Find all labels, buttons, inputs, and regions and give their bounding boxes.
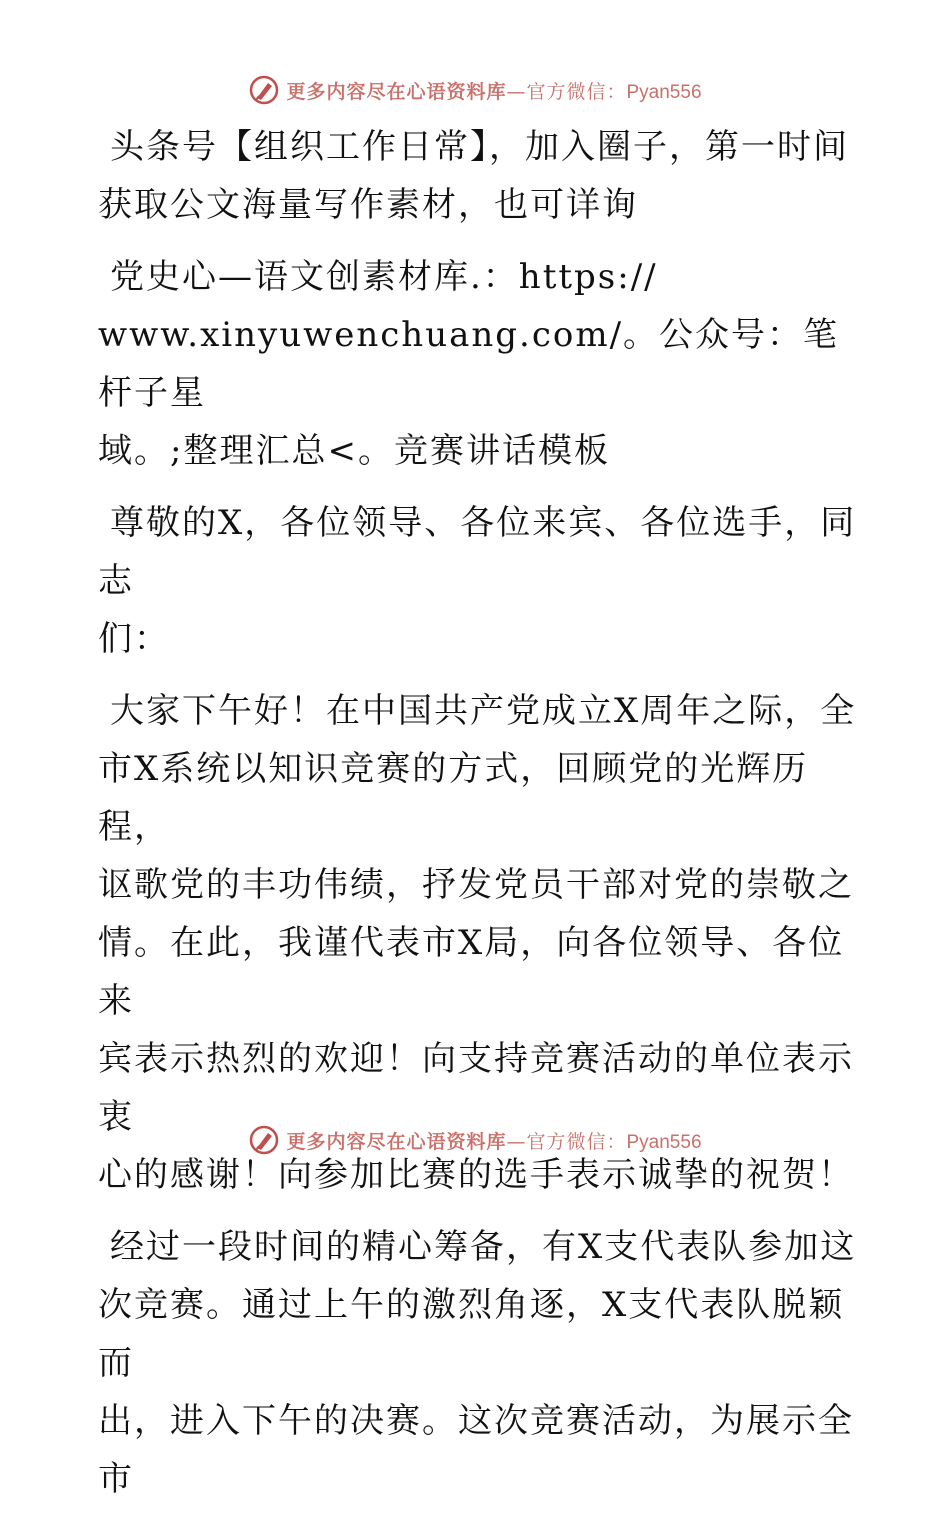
document-body (98, 118, 858, 1522)
watermark-wechat-id: Pyan556 (626, 81, 702, 103)
watermark-official-label: 官方微信： (526, 80, 627, 103)
header-watermark-banner (0, 70, 950, 110)
watermark-wechat-id: Pyan556 (626, 1131, 702, 1153)
footer-watermark-banner (0, 1120, 950, 1160)
paragraph-text: 党史心—语文创素材库.：https:// www.xinyuwenchuang.com/。公众号：笔杆子星 域。;整理汇总<。竞赛讲话模板 (98, 257, 840, 471)
paragraph-salutation (98, 494, 858, 668)
watermark-source-text: 更多内容尽在心语资料库 (286, 1130, 507, 1153)
watermark-text (286, 1127, 701, 1154)
paragraph-competition (98, 1218, 858, 1508)
watermark-official-label: 官方微信： (526, 1130, 627, 1153)
paragraph-intro (98, 118, 858, 234)
paragraph-text: 大家下午好！在中国共产党成立X周年之际，全 市X系统以知识竞赛的方式，回顾党的光辉历程， 讴歌党的丰功伟绩，抒发党员干部对党的崇敬之 情。在此，我谨代表市X局，向各位领导、各位来 宾表示热烈的欢迎！向支持竞赛活动的单位表示衷 心的感谢！向参加比赛的选手表示诚挚的祝贺！ (98, 691, 857, 1195)
paragraph-text: 尊敬的X，各位领导、各位来宾、各位选手，同志 们： (98, 503, 857, 659)
quill-pen-logo-icon (248, 1124, 280, 1156)
watermark-separator: — (506, 80, 527, 103)
watermark-separator: — (506, 1130, 527, 1153)
quill-pen-logo-icon (248, 74, 280, 106)
watermark-source-text: 更多内容尽在心语资料库 (286, 80, 507, 103)
paragraph-text: 头条号【组织工作日常】，加入圈子，第一时间 获取公文海量写作素材，也可详询 (98, 127, 849, 225)
paragraph-source (98, 248, 858, 480)
watermark-text (286, 77, 701, 104)
paragraph-text: 经过一段时间的精心筹备，有X支代表队参加这 次竞赛。通过上午的激烈角逐，X支代表队脱颖而 出，进入下午的决赛。这次竞赛活动，为展示全市 (98, 1227, 857, 1499)
